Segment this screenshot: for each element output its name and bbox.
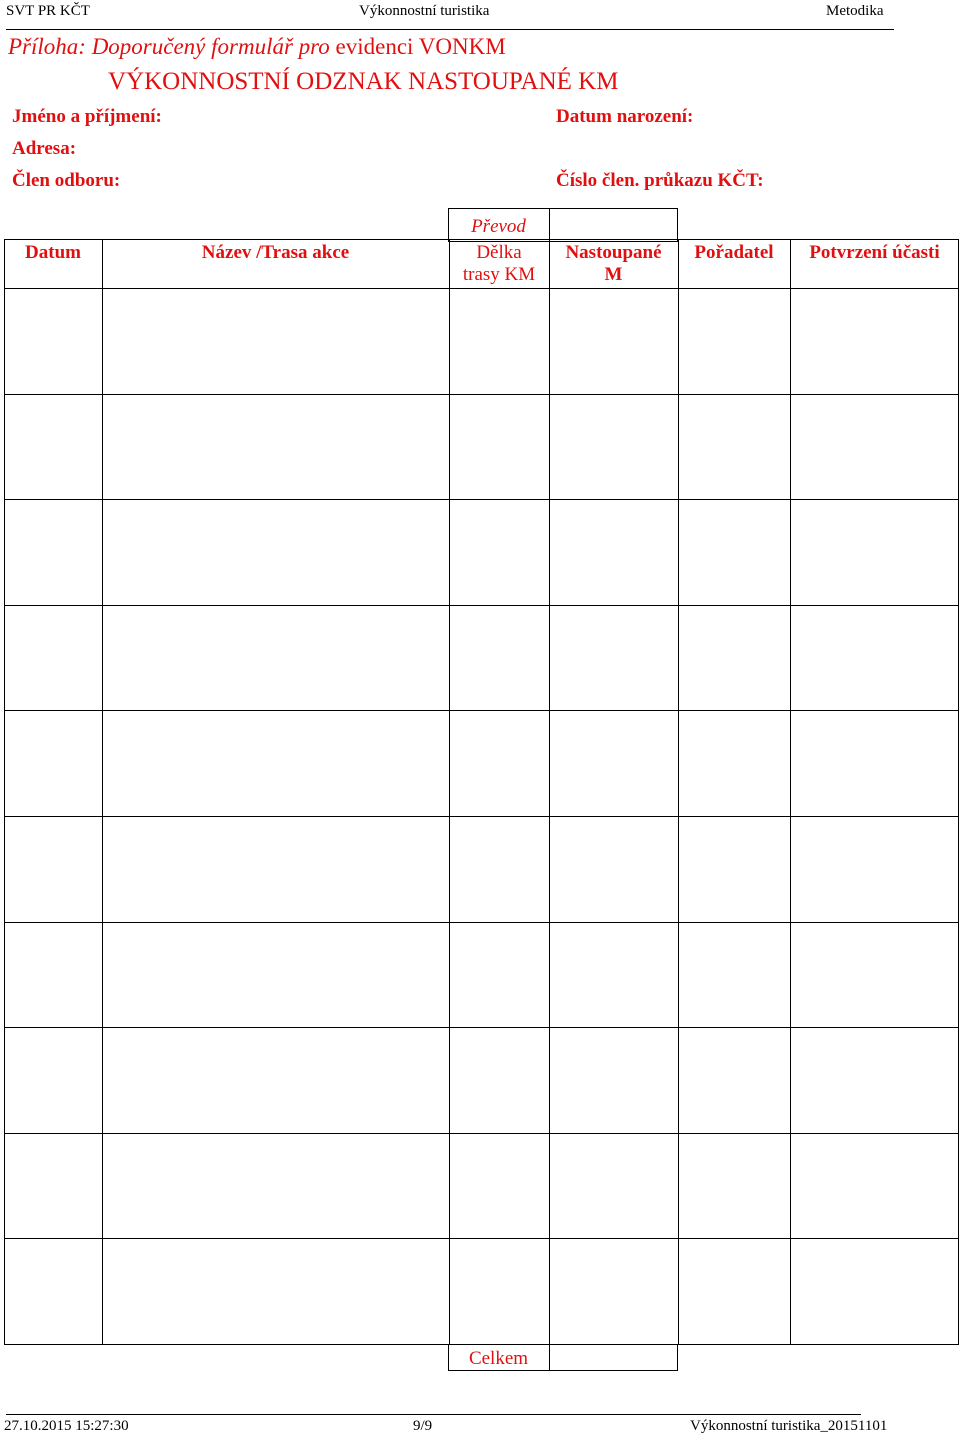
column-header-route: Název /Trasa akce	[201, 242, 350, 263]
header-rule	[6, 29, 894, 30]
header-center: Výkonnostní turistika	[359, 3, 490, 19]
birth-date-field-label: Datum narození:	[556, 106, 694, 127]
attachment-title	[8, 34, 506, 60]
column-divider	[449, 239, 450, 1345]
prevod-divider	[549, 208, 550, 242]
column-divider	[549, 239, 550, 1345]
column-header-ascent	[549, 242, 678, 286]
footer-rule	[6, 1414, 861, 1415]
footer-datetime: 27.10.2015 15:27:30	[4, 1418, 129, 1434]
column-header-ascent-line1: Nastoupané	[565, 242, 662, 263]
column-header-ascent-line2: M	[604, 264, 623, 285]
column-header-confirmation: Potvrzení účasti	[809, 242, 940, 263]
footer-file-name: Výkonnostní turistika_20151101	[690, 1418, 888, 1434]
column-header-length	[449, 242, 549, 286]
attachment-title-italic: Příloha: Doporučený formulář pro	[8, 34, 330, 59]
footer-page-number: 9/9	[413, 1418, 433, 1434]
header-right: Metodika	[826, 3, 884, 19]
branch-field-label: Člen odboru:	[12, 170, 121, 191]
name-field-label: Jméno a příjmení:	[12, 106, 162, 127]
column-header-length-line2: trasy KM	[462, 264, 536, 285]
column-divider	[678, 239, 679, 1345]
table-row-divider	[4, 816, 959, 817]
column-header-length-line1: Dělka	[476, 242, 522, 263]
column-divider	[790, 239, 791, 1345]
table-row-divider	[4, 499, 959, 500]
table-row-divider	[4, 1027, 959, 1028]
prevod-label: Převod	[471, 216, 526, 237]
card-number-field-label: Číslo člen. průkazu KČT:	[556, 170, 764, 191]
header-left: SVT PR KČT	[6, 3, 90, 19]
table-row-divider	[4, 394, 959, 395]
column-header-date: Datum	[25, 242, 81, 263]
attachment-title-suffix: evidenci VONKM	[329, 34, 506, 59]
records-table	[4, 239, 959, 1345]
table-row-divider	[4, 1133, 959, 1134]
address-field-label: Adresa:	[12, 138, 77, 159]
header-row-divider	[4, 288, 959, 289]
column-divider	[102, 239, 103, 1345]
column-header-organizer: Pořadatel	[694, 242, 774, 263]
form-title: VÝKONNOSTNÍ ODZNAK NASTOUPANÉ KM	[108, 68, 619, 95]
total-divider	[549, 1344, 550, 1371]
table-row-divider	[4, 605, 959, 606]
total-label: Celkem	[468, 1348, 529, 1369]
table-row-divider	[4, 1238, 959, 1239]
table-row-divider	[4, 922, 959, 923]
table-row-divider	[4, 710, 959, 711]
